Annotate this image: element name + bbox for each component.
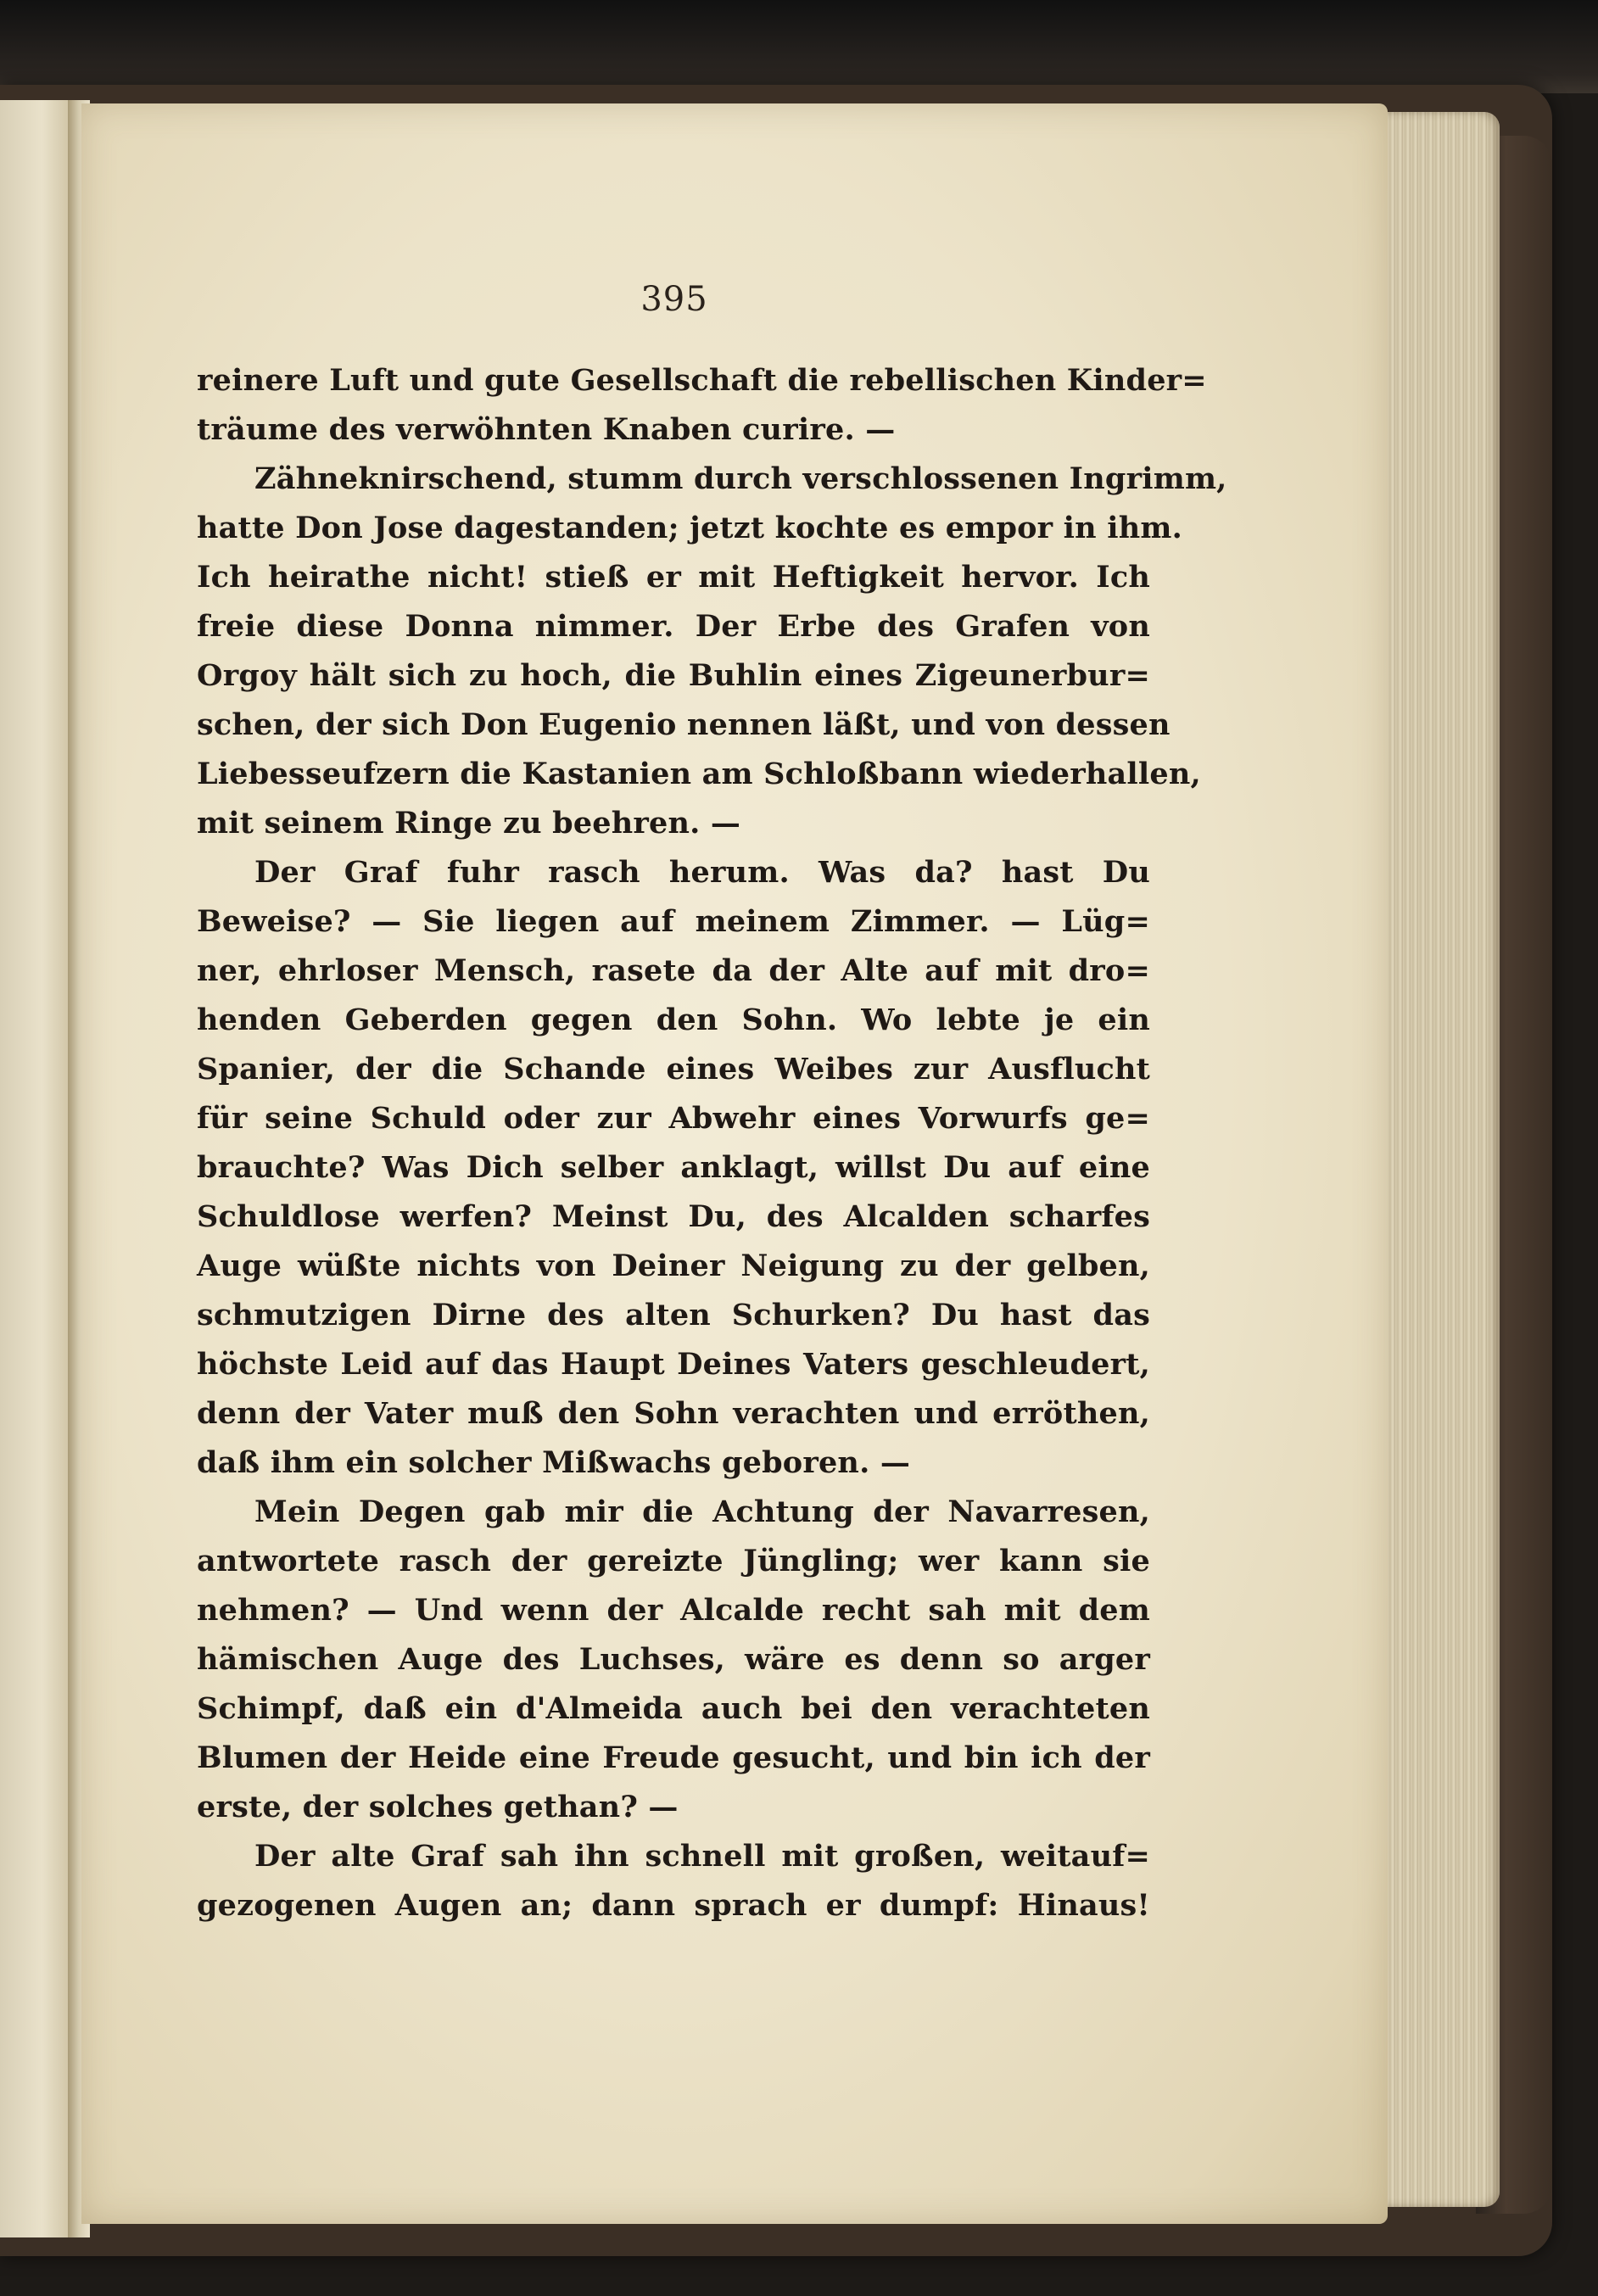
text-line: Liebesseufzern die Kastanien am Schloßbann wiederhallen, <box>197 757 1201 791</box>
text-line: henden Geberden gegen den Sohn. Wo lebte je ein <box>197 1003 1150 1037</box>
text-line: freie diese Donna nimmer. Der Erbe des Grafen von <box>197 609 1150 644</box>
text-line: für seine Schuld oder zur Abwehr eines Vorwurfs ge= <box>197 1101 1150 1136</box>
text-line: brauchte? Was Dich selber anklagt, willst Du auf eine <box>197 1150 1150 1185</box>
text-line: ner, ehrloser Mensch, rasete da der Alte auf mit dro= <box>197 953 1150 988</box>
background-surface <box>0 0 1598 93</box>
text-line: antwortete rasch der gereizte Jüngling; wer kann sie <box>197 1544 1150 1578</box>
body-text <box>197 356 1227 1930</box>
text-line: schen, der sich Don Eugenio nennen läßt, und von dessen <box>197 707 1171 742</box>
text-line: hämischen Auge des Luchses, wäre es denn so arger <box>197 1642 1150 1677</box>
text-line: daß ihm ein solcher Mißwachs geboren. — <box>197 1445 911 1480</box>
page-stack-edge <box>1372 112 1500 2207</box>
text-line: Schuldlose werfen? Meinst Du, des Alcalden scharfes <box>197 1199 1150 1234</box>
text-line: Schimpf, daß ein d'Almeida auch bei den verachteten <box>197 1691 1150 1726</box>
text-line: Ich heirathe nicht! stieß er mit Heftigkeit hervor. Ich <box>197 560 1150 595</box>
text-line: Orgoy hält sich zu hoch, die Buhlin eines Zigeunerbur= <box>197 658 1150 693</box>
text-line: schmutzigen Dirne des alten Schurken? Du hast das <box>197 1298 1150 1332</box>
text-line: nehmen? — Und wenn der Alcalde recht sah mit dem <box>197 1593 1150 1628</box>
text-line: Zähneknirschend, stumm durch verschlossenen Ingrimm, <box>254 461 1227 496</box>
text-line: mit seinem Ringe zu beehren. — <box>197 806 741 841</box>
text-line: Beweise? — Sie liegen auf meinem Zimmer. — Lüg= <box>197 904 1150 939</box>
text-line: Mein Degen gab mir die Achtung der Navarresen, <box>254 1494 1150 1529</box>
text-line: reinere Luft und gute Gesellschaft die rebellischen Kinder= <box>197 363 1207 398</box>
text-line: Blumen der Heide eine Freude gesucht, und bin ich der <box>197 1740 1150 1775</box>
text-line: Der alte Graf sah ihn schnell mit großen, weitauf= <box>254 1839 1150 1874</box>
text-line: träume des verwöhnten Knaben curire. — <box>197 412 896 447</box>
text-line: erste, der solches gethan? — <box>197 1790 679 1824</box>
left-page-sliver <box>0 100 76 2237</box>
text-line: Der Graf fuhr rasch herum. Was da? hast Du <box>254 855 1150 890</box>
text-line: denn der Vater muß den Sohn verachten und erröthen, <box>197 1396 1150 1431</box>
text-line: gezogenen Augen an; dann sprach er dumpf: Hinaus! <box>197 1888 1150 1923</box>
page-number: 395 <box>640 280 708 319</box>
text-line: Spanier, der die Schande eines Weibes zur Ausflucht <box>197 1052 1150 1087</box>
text-line: hatte Don Jose dagestanden; jetzt kochte es empor in ihm. <box>197 511 1182 545</box>
text-line: höchste Leid auf das Haupt Deines Vaters geschleudert, <box>197 1347 1150 1382</box>
text-line: Auge wüßte nichts von Deiner Neigung zu der gelben, <box>197 1249 1150 1283</box>
